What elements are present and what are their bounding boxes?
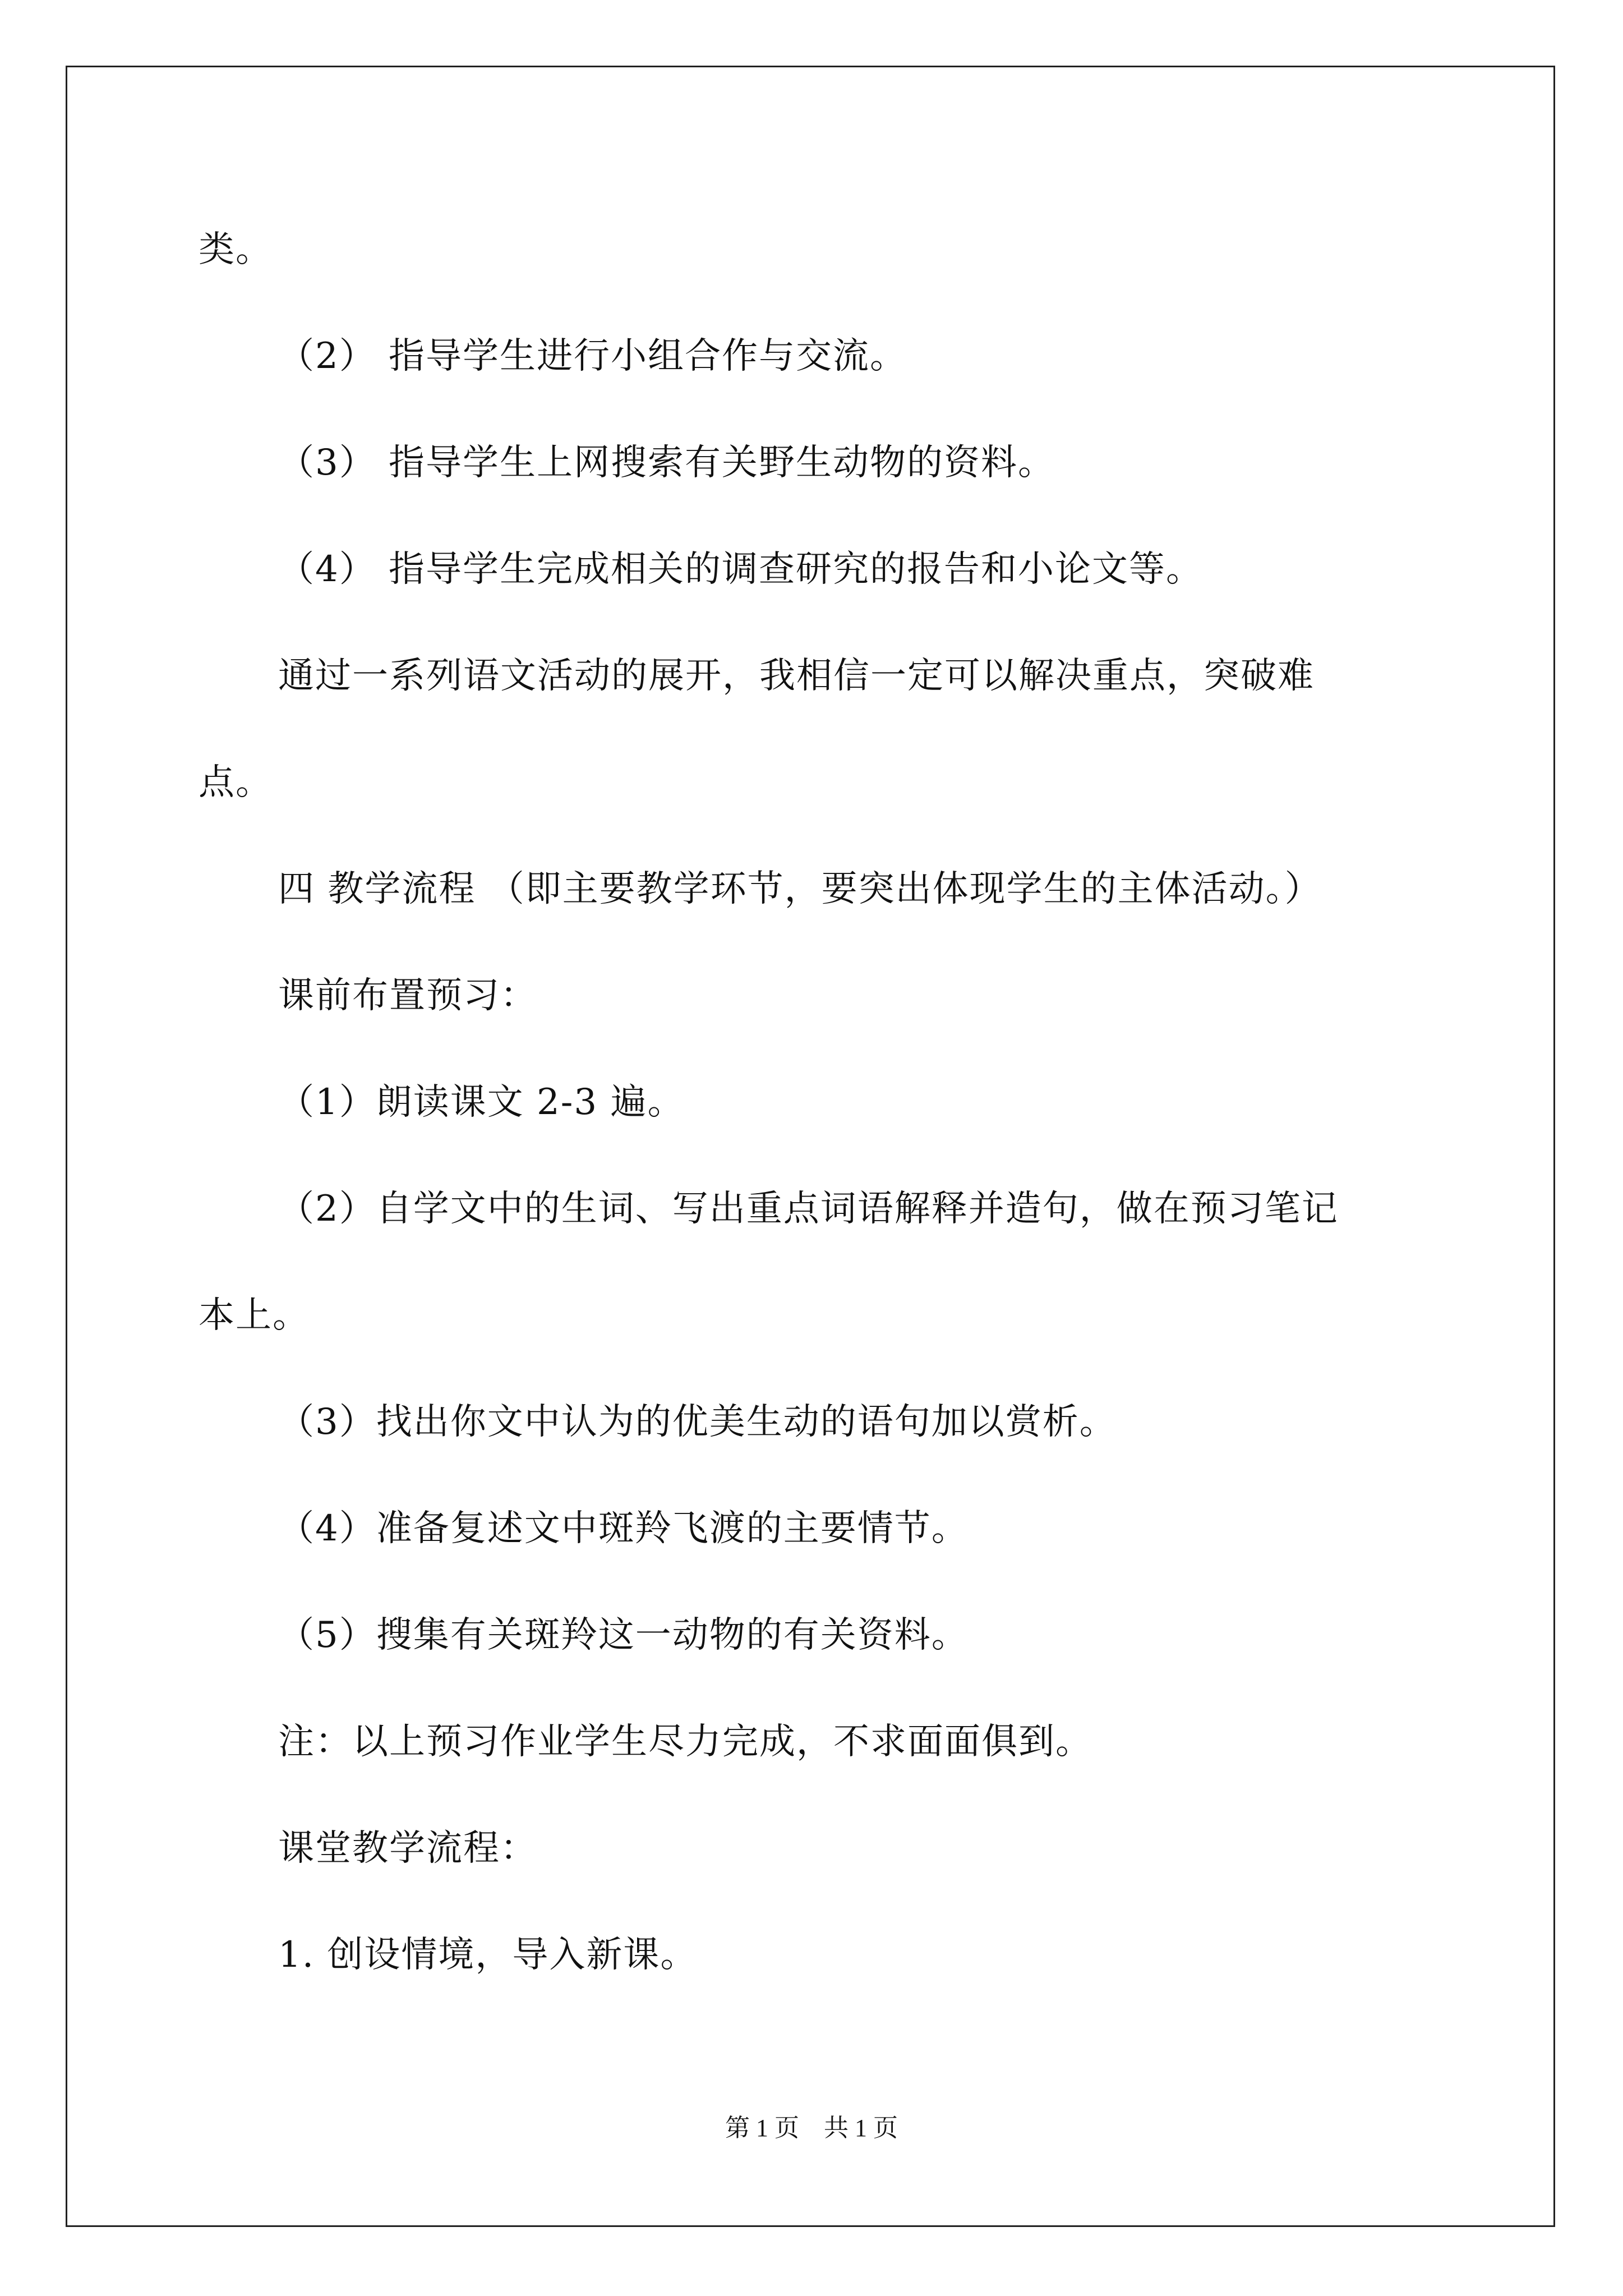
page-border xyxy=(66,66,1555,2227)
text-line-14: （5）搜集有关斑羚这一动物的有关资料。 xyxy=(278,1614,969,1656)
text-line-8: 课前布置预习： xyxy=(278,975,537,1016)
text-line-16: 课堂教学流程： xyxy=(278,1828,537,1869)
text-line-9: （1）朗读课文 2-3 遍。 xyxy=(278,1082,685,1123)
text-line-13: （4）准备复述文中斑羚飞渡的主要情节。 xyxy=(278,1508,969,1549)
text-line-6: 点。 xyxy=(199,762,273,803)
text-line-17: 1. 创设情境，导入新课。 xyxy=(278,1934,698,1976)
text-line-1: 类。 xyxy=(199,229,273,270)
text-line-11: 本上。 xyxy=(199,1295,310,1336)
text-line-5: 通过一系列语文活动的展开，我相信一定可以解决重点，突破难 xyxy=(278,655,1315,697)
text-line-2: （2） 指导学生进行小组合作与交流。 xyxy=(278,335,907,377)
text-line-10: （2）自学文中的生词、写出重点词语解释并造句，做在预习笔记 xyxy=(278,1188,1339,1230)
text-line-4: （4） 指导学生完成相关的调查研究的报告和小论文等。 xyxy=(278,549,1204,590)
text-line-7: 四 教学流程 （即主要教学环节，要突出体现学生的主体活动。） xyxy=(278,868,1322,910)
page-number-footer: 第 1 页 共 1 页 xyxy=(725,2114,898,2142)
text-line-12: （3）找出你文中认为的优美生动的语句加以赏析。 xyxy=(278,1401,1117,1443)
text-line-15: 注：以上预习作业学生尽力完成，不求面面俱到。 xyxy=(278,1721,1092,1763)
text-line-3: （3） 指导学生上网搜索有关野生动物的资料。 xyxy=(278,442,1055,484)
